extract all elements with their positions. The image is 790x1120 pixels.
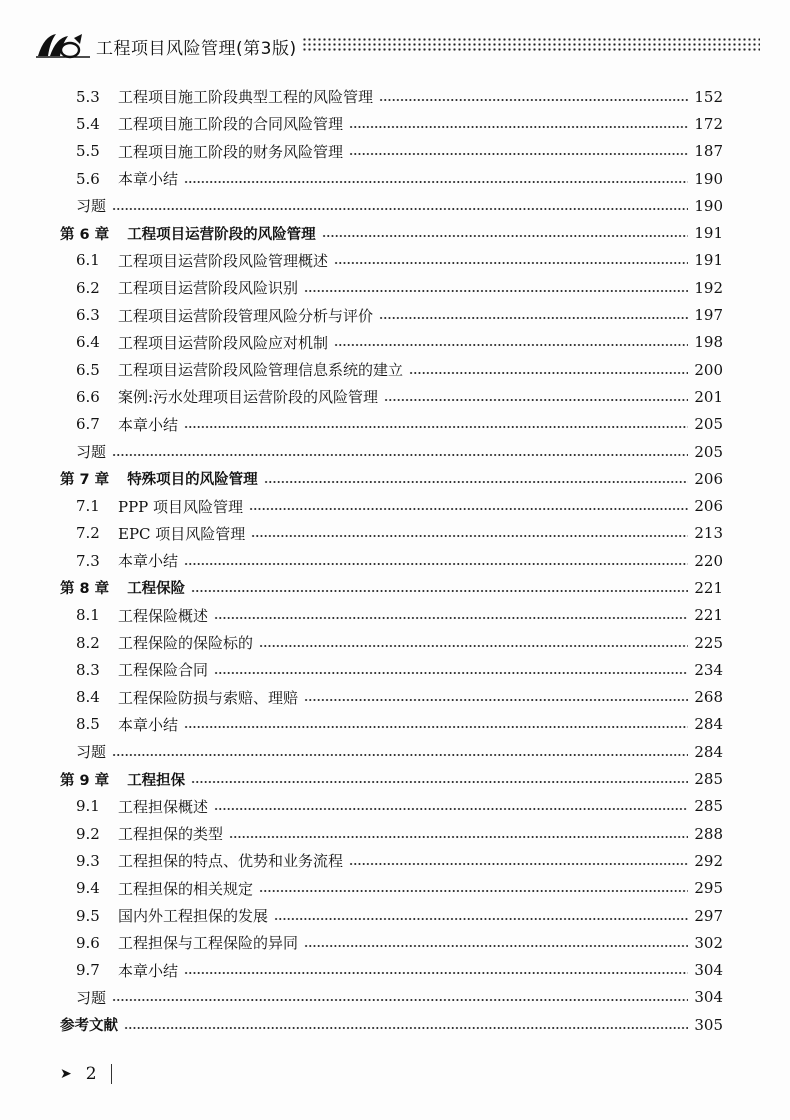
toc-dot-leader (184, 181, 688, 183)
toc-section-row (0, 847, 790, 874)
triangle-right-icon: ➤ (60, 1066, 72, 1082)
toc-section-row (0, 520, 790, 547)
toc-entry-title: 本章小结 (118, 961, 179, 980)
toc-chapter-row (0, 465, 790, 492)
toc-dot-leader (322, 235, 689, 237)
toc-entry-title: 工程保险 (127, 581, 186, 598)
toc-section-row (0, 165, 790, 192)
toc-dot-leader (259, 645, 688, 647)
toc-entry-page: 190 (694, 196, 723, 215)
toc-section-row (0, 656, 790, 683)
toc-section-row (0, 602, 790, 629)
toc-entry-number: 6.3 (76, 306, 100, 325)
toc-entry-title: 国内外工程担保的发展 (118, 907, 269, 926)
toc-entry-title: 习题 (76, 743, 107, 762)
toc-entry-page: 225 (694, 633, 723, 652)
toc-entry-title: 工程项目运营阶段风险管理概述 (118, 251, 329, 270)
toc-entry-title: 案例:污水处理项目运营阶段的风险管理 (118, 388, 379, 407)
toc-entry-page: 304 (694, 961, 723, 980)
toc-entry-page: 221 (694, 606, 723, 625)
toc-entry-page: 206 (694, 469, 723, 488)
toc-entry-number: 第 8 章 (60, 581, 110, 598)
toc-exercise-row (0, 192, 790, 219)
toc-entry-title: 工程保险概述 (118, 606, 209, 625)
toc-entry-page: 172 (694, 114, 723, 133)
toc-entry-page: 198 (694, 333, 723, 352)
toc-entry-title: 习题 (76, 988, 107, 1007)
toc-entry-title: 工程担保与工程保险的异同 (118, 934, 299, 953)
toc-exercise-row (0, 738, 790, 765)
toc-dot-leader (214, 617, 688, 619)
toc-entry-title: 习题 (76, 197, 107, 216)
toc-dot-leader (229, 836, 688, 838)
toc-entry-title: 工程保险的保险标的 (118, 634, 254, 653)
toc-entry-page: 206 (694, 497, 723, 516)
toc-section-row (0, 329, 790, 356)
toc-dot-leader (304, 290, 688, 292)
toc-entry-title: 工程担保概述 (118, 797, 209, 816)
toc-entry-page: 302 (694, 933, 723, 952)
book-logo-icon (34, 30, 94, 60)
toc-section-row (0, 247, 790, 274)
toc-section-row (0, 684, 790, 711)
toc-dot-leader (112, 454, 688, 456)
toc-dot-leader (191, 781, 688, 783)
toc-entry-number: 6.7 (76, 415, 100, 434)
toc-entry-page: 285 (694, 797, 723, 816)
toc-dot-leader (214, 672, 688, 674)
toc-section-row (0, 711, 790, 738)
toc-entry-number: 8.3 (76, 660, 100, 679)
toc-dot-leader (384, 399, 688, 401)
toc-dot-leader (379, 99, 688, 101)
toc-entry-number: 6.1 (76, 251, 100, 270)
toc-entry-page: 201 (694, 387, 723, 406)
toc-section-row (0, 820, 790, 847)
toc-entry-number: 7.2 (76, 524, 100, 543)
toc-entry-number: 5.6 (76, 169, 100, 188)
toc-entry-title: 工程项目施工阶段的合同风险管理 (118, 115, 344, 134)
toc-dot-leader (184, 726, 688, 728)
toc-dot-leader (304, 945, 688, 947)
toc-dot-leader (274, 918, 688, 920)
toc-entry-number: 8.2 (76, 633, 100, 652)
toc-section-row (0, 902, 790, 929)
toc-entry-page: 305 (694, 1015, 723, 1034)
toc-entry-number: 9.7 (76, 961, 100, 980)
toc-section-row (0, 110, 790, 137)
toc-section-row (0, 83, 790, 110)
toc-entry-page: 304 (694, 988, 723, 1007)
toc-entry-title: 工程项目运营阶段管理风险分析与评价 (118, 306, 374, 325)
page-footer (60, 1062, 112, 1086)
toc-dot-leader (349, 863, 688, 865)
toc-entry-page: 152 (694, 87, 723, 106)
toc-chapter-row (0, 1011, 790, 1038)
toc-entry-title: 工程担保的类型 (118, 825, 224, 844)
toc-entry-number: 7.3 (76, 551, 100, 570)
toc-entry-title: 工程保险防损与索赔、理赔 (118, 688, 299, 707)
toc-entry-title: 习题 (76, 443, 107, 461)
toc-entry-page: 213 (694, 524, 723, 543)
toc-entry-title: 工程项目施工阶段的财务风险管理 (118, 142, 344, 161)
toc-section-row (0, 301, 790, 328)
toc-dot-leader (264, 481, 689, 483)
toc-entry-page: 205 (694, 442, 723, 461)
toc-entry-title: 参考文献 (60, 1018, 118, 1035)
toc-dot-leader (379, 317, 688, 319)
toc-entry-page: 192 (694, 278, 723, 297)
toc-dot-leader (184, 426, 688, 428)
toc-entry-title: 特殊项目的风险管理 (127, 472, 258, 489)
toc-entry-page: 197 (694, 306, 723, 325)
toc-entry-page: 205 (694, 415, 723, 434)
toc-exercise-row (0, 984, 790, 1011)
toc-dot-leader (124, 1027, 688, 1029)
toc-dot-leader (259, 890, 688, 892)
toc-entry-number: 5.5 (76, 142, 100, 161)
toc-section-row (0, 138, 790, 165)
toc-entry-title: 工程担保 (127, 772, 186, 789)
toc-entry-title: 本章小结 (118, 170, 179, 189)
toc-chapter-row (0, 765, 790, 792)
toc-entry-title: EPC 项目风险管理 (118, 524, 246, 543)
toc-dot-leader (214, 808, 688, 810)
toc-chapter-row (0, 574, 790, 601)
toc-entry-page: 187 (694, 142, 723, 161)
toc-entry-number: 第 7 章 (60, 472, 110, 489)
toc-entry-number: 6.6 (76, 387, 100, 406)
toc-entry-page: 297 (694, 906, 723, 925)
toc-entry-title: 工程项目运营阶段风险应对机制 (118, 333, 329, 352)
header-dot-pattern (302, 37, 760, 53)
toc-dot-leader (349, 126, 688, 128)
toc-entry-number: 6.5 (76, 360, 100, 379)
toc-entry-number: 9.3 (76, 851, 100, 870)
toc-chapter-row (0, 219, 790, 246)
toc-entry-page: 284 (694, 715, 723, 734)
toc-entry-number: 9.4 (76, 879, 100, 898)
toc-section-row (0, 492, 790, 519)
toc-entry-number: 6.4 (76, 333, 100, 352)
toc-entry-number: 9.2 (76, 824, 100, 843)
toc-entry-number: 7.1 (76, 497, 100, 516)
toc-dot-leader (251, 535, 688, 537)
toc-dot-leader (112, 208, 688, 210)
toc-entry-page: 234 (694, 660, 723, 679)
toc-entry-page: 268 (694, 688, 723, 707)
toc-entry-page: 295 (694, 879, 723, 898)
toc-entry-page: 285 (694, 770, 723, 789)
toc-entry-title: 工程保险合同 (118, 661, 209, 680)
toc-entry-number: 9.5 (76, 906, 100, 925)
toc-section-row (0, 957, 790, 984)
toc-section-row (0, 793, 790, 820)
toc-entry-page: 191 (694, 251, 723, 270)
toc-section-row (0, 356, 790, 383)
running-header-title: 工程项目风险管理(第3版) (96, 39, 297, 59)
toc-exercise-row (0, 438, 790, 465)
toc-dot-leader (184, 563, 688, 565)
toc-dot-leader (184, 972, 688, 974)
toc-dot-leader (409, 372, 688, 374)
running-header (34, 30, 760, 60)
toc-entry-number: 8.5 (76, 715, 100, 734)
toc-entry-title: PPP 项目风险管理 (118, 497, 244, 516)
toc-entry-number: 第 9 章 (60, 772, 110, 789)
toc-dot-leader (334, 262, 688, 264)
toc-entry-page: 292 (694, 851, 723, 870)
toc-entry-title: 工程担保的相关规定 (118, 879, 254, 898)
toc-entry-page: 200 (694, 360, 723, 379)
toc-dot-leader (191, 590, 688, 592)
toc-entry-number: 8.4 (76, 688, 100, 707)
toc-entry-page: 288 (694, 824, 723, 843)
toc-entry-title: 工程担保的特点、优势和业务流程 (118, 852, 344, 871)
toc-entry-page: 221 (694, 578, 723, 597)
page-number: 2 (85, 1064, 97, 1084)
toc-entry-page: 220 (694, 551, 723, 570)
toc-section-row (0, 383, 790, 410)
toc-entry-page: 190 (694, 169, 723, 188)
toc-section-row (0, 629, 790, 656)
toc-dot-leader (112, 754, 688, 756)
toc-entry-title: 本章小结 (118, 415, 179, 434)
toc-entry-title: 工程项目运营阶段的风险管理 (127, 226, 316, 243)
toc-entry-title: 工程项目施工阶段典型工程的风险管理 (118, 88, 374, 107)
toc-entry-title: 工程项目运营阶段风险识别 (118, 279, 299, 298)
toc-entry-page: 284 (694, 742, 723, 761)
toc-entry-number: 5.3 (76, 87, 100, 106)
toc-entry-number: 9.1 (76, 797, 100, 816)
toc-section-row (0, 274, 790, 301)
toc-entry-number: 8.1 (76, 606, 100, 625)
toc-dot-leader (304, 699, 688, 701)
toc-section-row (0, 547, 790, 574)
toc-section-row (0, 929, 790, 956)
footer-divider (111, 1064, 113, 1084)
toc-section-row (0, 875, 790, 902)
table-of-contents (0, 83, 790, 1038)
toc-dot-leader (349, 153, 688, 155)
toc-entry-number: 5.4 (76, 114, 100, 133)
toc-entry-number: 6.2 (76, 278, 100, 297)
toc-dot-leader (334, 344, 688, 346)
toc-entry-title: 工程项目运营阶段风险管理信息系统的建立 (118, 361, 404, 380)
toc-entry-title: 本章小结 (118, 715, 179, 734)
toc-entry-page: 191 (694, 224, 723, 243)
toc-entry-number: 9.6 (76, 933, 100, 952)
toc-dot-leader (112, 999, 688, 1001)
toc-dot-leader (249, 508, 688, 510)
toc-entry-title: 本章小结 (118, 552, 179, 571)
toc-entry-number: 第 6 章 (60, 226, 110, 243)
toc-section-row (0, 411, 790, 438)
